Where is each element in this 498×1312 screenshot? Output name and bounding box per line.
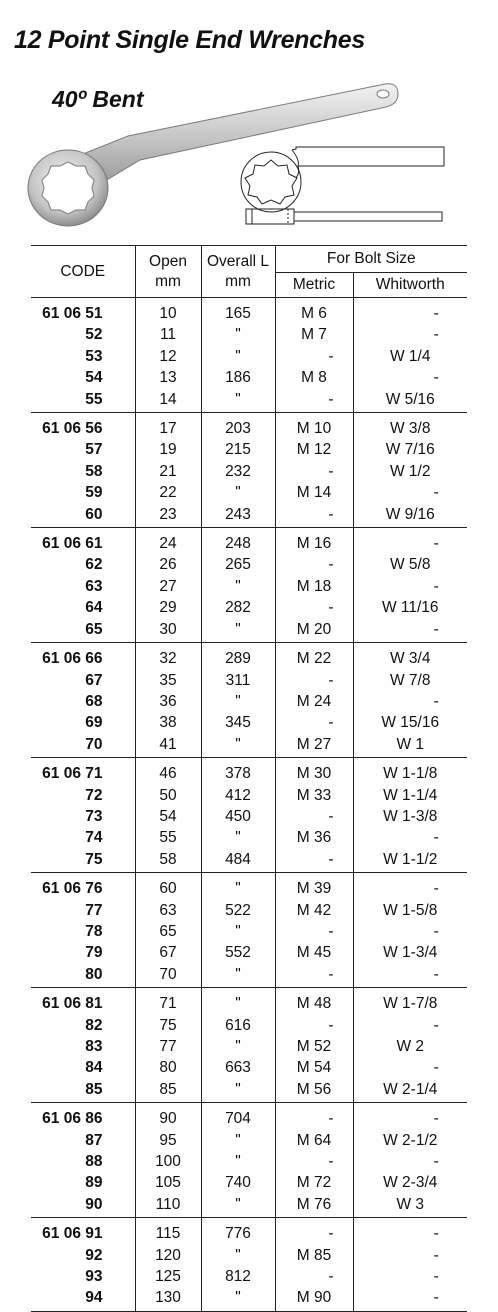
- table-row: [31, 942, 467, 963]
- open-cell: 130: [135, 1287, 201, 1311]
- table-row: [31, 988, 467, 1015]
- whitworth-cell: W 9/16: [353, 504, 467, 528]
- table-row: [31, 504, 467, 528]
- open-cell: 41: [135, 734, 201, 758]
- header-bolt-size: For Bolt Size: [275, 246, 467, 273]
- metric-cell: M 64: [275, 1130, 353, 1151]
- table-group: [31, 1218, 467, 1312]
- table-row: [31, 439, 467, 460]
- code-cell: 67: [85, 671, 103, 689]
- table-row: [31, 367, 467, 388]
- metric-cell: M 18: [275, 576, 353, 597]
- whitworth-cell: -: [353, 691, 467, 712]
- table-row: [31, 643, 467, 670]
- metric-cell: M 7: [275, 324, 353, 345]
- open-cell: 85: [135, 1079, 201, 1103]
- metric-cell: M 36: [275, 827, 353, 848]
- table-row: [31, 1245, 467, 1266]
- metric-cell: M 52: [275, 1036, 353, 1057]
- overall-cell: 165: [201, 298, 275, 325]
- metric-cell: -: [275, 389, 353, 413]
- overall-cell: 704: [201, 1103, 275, 1130]
- whitworth-cell: W 1-7/8: [353, 988, 467, 1015]
- overall-cell: ": [201, 873, 275, 900]
- open-cell: 11: [135, 324, 201, 345]
- code-cell: 84: [85, 1059, 103, 1077]
- metric-cell: M 42: [275, 900, 353, 921]
- table-row: [31, 964, 467, 988]
- code-cell: 61 06 76: [42, 880, 103, 898]
- whitworth-cell: -: [353, 1266, 467, 1287]
- overall-cell: 311: [201, 670, 275, 691]
- table-row: [31, 734, 467, 758]
- table-row: [31, 758, 467, 785]
- whitworth-cell: W 1-3/4: [353, 942, 467, 963]
- overall-cell: ": [201, 619, 275, 643]
- whitworth-cell: -: [353, 1287, 467, 1311]
- whitworth-cell: -: [353, 1218, 467, 1245]
- overall-cell: ": [201, 964, 275, 988]
- metric-cell: M 10: [275, 413, 353, 440]
- code-cell: 93: [85, 1268, 103, 1286]
- code-cell: 61 06 51: [42, 305, 103, 322]
- header-metric: Metric: [275, 273, 353, 298]
- metric-cell: M 45: [275, 942, 353, 963]
- whitworth-cell: W 7/16: [353, 439, 467, 460]
- metric-cell: M 27: [275, 734, 353, 758]
- wrench-drawing-top: [241, 147, 444, 212]
- table-row: [31, 1130, 467, 1151]
- overall-cell: 203: [201, 413, 275, 440]
- metric-cell: -: [275, 670, 353, 691]
- whitworth-cell: W 11/16: [353, 597, 467, 618]
- open-cell: 29: [135, 597, 201, 618]
- code-cell: 62: [85, 556, 103, 574]
- code-cell: 63: [85, 577, 103, 595]
- whitworth-cell: W 3/8: [353, 413, 467, 440]
- overall-cell: 345: [201, 712, 275, 733]
- overall-cell: ": [201, 576, 275, 597]
- open-cell: 70: [135, 964, 201, 988]
- table-row: [31, 1015, 467, 1036]
- code-cell: 92: [85, 1246, 103, 1264]
- metric-cell: M 8: [275, 367, 353, 388]
- page-subtitle: 40º Bent: [52, 86, 144, 112]
- table-group: [31, 643, 467, 758]
- open-cell: 19: [135, 439, 201, 460]
- whitworth-cell: -: [353, 1103, 467, 1130]
- code-cell: 89: [85, 1174, 103, 1192]
- open-cell: 10: [135, 298, 201, 325]
- table-group: [31, 528, 467, 643]
- whitworth-cell: -: [353, 873, 467, 900]
- table-row: [31, 1103, 467, 1130]
- metric-cell: M 22: [275, 643, 353, 670]
- open-cell: 100: [135, 1151, 201, 1172]
- overall-cell: ": [201, 1194, 275, 1218]
- table-row: [31, 873, 467, 900]
- table-row: [31, 900, 467, 921]
- open-cell: 105: [135, 1172, 201, 1193]
- open-cell: 26: [135, 554, 201, 575]
- code-cell: 78: [85, 922, 103, 940]
- open-cell: 120: [135, 1245, 201, 1266]
- overall-cell: 289: [201, 643, 275, 670]
- open-cell: 24: [135, 528, 201, 555]
- open-cell: 36: [135, 691, 201, 712]
- open-cell: 14: [135, 389, 201, 413]
- overall-cell: ": [201, 482, 275, 503]
- open-cell: 54: [135, 806, 201, 827]
- whitworth-cell: W 5/8: [353, 554, 467, 575]
- overall-cell: ": [201, 1151, 275, 1172]
- whitworth-cell: -: [353, 619, 467, 643]
- code-cell: 85: [85, 1080, 103, 1098]
- table-row: [31, 1057, 467, 1078]
- whitworth-cell: W 3: [353, 1194, 467, 1218]
- table-row: [31, 691, 467, 712]
- table-row: [31, 324, 467, 345]
- metric-cell: M 20: [275, 619, 353, 643]
- open-cell: 65: [135, 921, 201, 942]
- code-cell: 79: [85, 944, 103, 962]
- metric-cell: -: [275, 554, 353, 575]
- open-cell: 77: [135, 1036, 201, 1057]
- metric-cell: -: [275, 597, 353, 618]
- code-cell: 74: [85, 829, 103, 847]
- whitworth-cell: -: [353, 827, 467, 848]
- code-cell: 82: [85, 1016, 103, 1034]
- whitworth-cell: -: [353, 921, 467, 942]
- open-cell: 32: [135, 643, 201, 670]
- metric-cell: -: [275, 921, 353, 942]
- whitworth-cell: -: [353, 1015, 467, 1036]
- code-cell: 57: [85, 441, 103, 459]
- table-row: [31, 785, 467, 806]
- whitworth-cell: -: [353, 1245, 467, 1266]
- table-row: [31, 1079, 467, 1103]
- table-row: [31, 389, 467, 413]
- table-row: [31, 619, 467, 643]
- whitworth-cell: -: [353, 576, 467, 597]
- whitworth-cell: W 2: [353, 1036, 467, 1057]
- open-cell: 21: [135, 461, 201, 482]
- code-cell: 94: [85, 1289, 103, 1307]
- table-row: [31, 346, 467, 367]
- whitworth-cell: -: [353, 324, 467, 345]
- code-cell: 61 06 91: [42, 1225, 103, 1243]
- overall-cell: ": [201, 921, 275, 942]
- page-title: 12 Point Single End Wrenches: [14, 26, 365, 54]
- open-cell: 50: [135, 785, 201, 806]
- code-cell: 83: [85, 1038, 103, 1055]
- overall-cell: 232: [201, 461, 275, 482]
- overall-cell: 450: [201, 806, 275, 827]
- metric-cell: M 54: [275, 1057, 353, 1078]
- open-cell: 110: [135, 1194, 201, 1218]
- metric-cell: -: [275, 504, 353, 528]
- header-whitworth: Whitworth: [353, 273, 467, 298]
- overall-cell: ": [201, 1079, 275, 1103]
- table-row: [31, 1172, 467, 1193]
- metric-cell: M 39: [275, 873, 353, 900]
- whitworth-cell: -: [353, 298, 467, 325]
- code-cell: 88: [85, 1153, 103, 1171]
- metric-cell: M 33: [275, 785, 353, 806]
- open-cell: 95: [135, 1130, 201, 1151]
- overall-cell: 265: [201, 554, 275, 575]
- code-cell: 60: [85, 505, 103, 523]
- table-row: [31, 712, 467, 733]
- table-group: [31, 413, 467, 528]
- table-row: [31, 576, 467, 597]
- code-cell: 58: [85, 462, 103, 480]
- overall-cell: 186: [201, 367, 275, 388]
- whitworth-cell: -: [353, 367, 467, 388]
- metric-cell: -: [275, 346, 353, 367]
- overall-cell: 776: [201, 1218, 275, 1245]
- code-cell: 87: [85, 1131, 103, 1149]
- open-cell: 13: [135, 367, 201, 388]
- whitworth-cell: -: [353, 482, 467, 503]
- metric-cell: -: [275, 1103, 353, 1130]
- open-cell: 125: [135, 1266, 201, 1287]
- table-row: [31, 1151, 467, 1172]
- metric-cell: M 24: [275, 691, 353, 712]
- table-group: [31, 298, 467, 413]
- whitworth-cell: W 3/4: [353, 643, 467, 670]
- overall-cell: 522: [201, 900, 275, 921]
- overall-cell: 740: [201, 1172, 275, 1193]
- table-row: [31, 1194, 467, 1218]
- overall-cell: 812: [201, 1266, 275, 1287]
- table-row: [31, 528, 467, 555]
- overall-cell: 215: [201, 439, 275, 460]
- overall-cell: ": [201, 324, 275, 345]
- whitworth-cell: W 1-3/8: [353, 806, 467, 827]
- open-cell: 63: [135, 900, 201, 921]
- overall-cell: 248: [201, 528, 275, 555]
- metric-cell: -: [275, 1151, 353, 1172]
- open-cell: 12: [135, 346, 201, 367]
- code-cell: 55: [85, 390, 103, 408]
- table-row: [31, 482, 467, 503]
- overall-cell: ": [201, 827, 275, 848]
- header-overall: Overall L mm: [201, 246, 275, 298]
- table-row: [31, 806, 467, 827]
- open-cell: 60: [135, 873, 201, 900]
- table-row: [31, 413, 467, 440]
- code-cell: 61 06 86: [42, 1110, 103, 1128]
- metric-cell: -: [275, 461, 353, 482]
- metric-cell: -: [275, 1015, 353, 1036]
- table-row: [31, 298, 467, 325]
- whitworth-cell: W 1/4: [353, 346, 467, 367]
- code-cell: 68: [85, 692, 103, 710]
- overall-cell: 552: [201, 942, 275, 963]
- overall-cell: 412: [201, 785, 275, 806]
- code-cell: 80: [85, 965, 103, 983]
- code-cell: 90: [85, 1195, 103, 1213]
- overall-cell: ": [201, 988, 275, 1015]
- open-cell: 90: [135, 1103, 201, 1130]
- table-group: [31, 988, 467, 1103]
- table-group: [31, 758, 467, 873]
- code-cell: 69: [85, 714, 103, 732]
- table-row: [31, 921, 467, 942]
- table-row: [31, 461, 467, 482]
- open-cell: 17: [135, 413, 201, 440]
- metric-cell: M 12: [275, 439, 353, 460]
- metric-cell: M 48: [275, 988, 353, 1015]
- code-cell: 70: [85, 735, 103, 753]
- open-cell: 67: [135, 942, 201, 963]
- metric-cell: M 72: [275, 1172, 353, 1193]
- overall-cell: 616: [201, 1015, 275, 1036]
- overall-cell: ": [201, 734, 275, 758]
- overall-cell: 243: [201, 504, 275, 528]
- metric-cell: -: [275, 964, 353, 988]
- header-open: Open mm: [135, 246, 201, 298]
- open-cell: 30: [135, 619, 201, 643]
- table-row: [31, 827, 467, 848]
- table-row: [31, 597, 467, 618]
- code-cell: 53: [85, 347, 103, 365]
- table-group: [31, 1103, 467, 1218]
- code-cell: 61 06 71: [42, 765, 103, 783]
- table-row: [31, 1036, 467, 1057]
- open-cell: 38: [135, 712, 201, 733]
- whitworth-cell: W 1-5/8: [353, 900, 467, 921]
- overall-cell: ": [201, 1245, 275, 1266]
- whitworth-cell: W 2-1/4: [353, 1079, 467, 1103]
- overall-cell: 484: [201, 849, 275, 873]
- whitworth-cell: W 1: [353, 734, 467, 758]
- code-cell: 54: [85, 369, 103, 387]
- table-row: [31, 849, 467, 873]
- table-row: [31, 1266, 467, 1287]
- code-cell: 61 06 66: [42, 650, 103, 668]
- code-cell: 75: [85, 850, 103, 868]
- whitworth-cell: -: [353, 1057, 467, 1078]
- open-cell: 71: [135, 988, 201, 1015]
- code-cell: 61 06 81: [42, 995, 103, 1013]
- code-cell: 64: [85, 599, 103, 617]
- metric-cell: -: [275, 1218, 353, 1245]
- whitworth-cell: W 15/16: [353, 712, 467, 733]
- whitworth-cell: W 1/2: [353, 461, 467, 482]
- whitworth-cell: -: [353, 964, 467, 988]
- metric-cell: M 76: [275, 1194, 353, 1218]
- overall-cell: ": [201, 389, 275, 413]
- code-cell: 59: [85, 484, 103, 502]
- open-cell: 75: [135, 1015, 201, 1036]
- open-cell: 22: [135, 482, 201, 503]
- open-cell: 23: [135, 504, 201, 528]
- code-cell: 65: [85, 620, 103, 638]
- code-cell: 61 06 61: [42, 535, 103, 553]
- open-cell: 80: [135, 1057, 201, 1078]
- overall-cell: ": [201, 1130, 275, 1151]
- open-cell: 115: [135, 1218, 201, 1245]
- whitworth-cell: W 1-1/2: [353, 849, 467, 873]
- whitworth-cell: W 2-3/4: [353, 1172, 467, 1193]
- metric-cell: M 30: [275, 758, 353, 785]
- table-row: [31, 670, 467, 691]
- table-row: [31, 1218, 467, 1245]
- open-cell: 55: [135, 827, 201, 848]
- whitworth-cell: -: [353, 1151, 467, 1172]
- code-cell: 52: [85, 326, 103, 344]
- metric-cell: M 16: [275, 528, 353, 555]
- metric-cell: -: [275, 849, 353, 873]
- open-cell: 46: [135, 758, 201, 785]
- metric-cell: M 6: [275, 298, 353, 325]
- metric-cell: -: [275, 806, 353, 827]
- overall-cell: ": [201, 346, 275, 367]
- table-row: [31, 1287, 467, 1311]
- code-cell: 61 06 56: [42, 420, 103, 438]
- whitworth-cell: W 7/8: [353, 670, 467, 691]
- whitworth-cell: W 2-1/2: [353, 1130, 467, 1151]
- metric-cell: -: [275, 712, 353, 733]
- metric-cell: -: [275, 1266, 353, 1287]
- metric-cell: M 14: [275, 482, 353, 503]
- wrench-photo: [28, 84, 398, 226]
- open-cell: 58: [135, 849, 201, 873]
- header-code: CODE: [31, 246, 135, 298]
- metric-cell: M 85: [275, 1245, 353, 1266]
- metric-cell: M 56: [275, 1079, 353, 1103]
- overall-cell: 282: [201, 597, 275, 618]
- code-cell: 77: [85, 901, 103, 919]
- overall-cell: ": [201, 691, 275, 712]
- open-cell: 35: [135, 670, 201, 691]
- table-group: [31, 873, 467, 988]
- code-cell: 72: [85, 786, 103, 804]
- open-cell: 27: [135, 576, 201, 597]
- whitworth-cell: W 5/16: [353, 389, 467, 413]
- overall-cell: 378: [201, 758, 275, 785]
- overall-cell: 663: [201, 1057, 275, 1078]
- table-row: [31, 554, 467, 575]
- whitworth-cell: -: [353, 528, 467, 555]
- overall-cell: ": [201, 1036, 275, 1057]
- whitworth-cell: W 1-1/4: [353, 785, 467, 806]
- wrench-spec-table: [31, 245, 467, 1312]
- whitworth-cell: W 1-1/8: [353, 758, 467, 785]
- metric-cell: M 90: [275, 1287, 353, 1311]
- overall-cell: ": [201, 1287, 275, 1311]
- wrench-illustration: [0, 70, 498, 245]
- code-cell: 73: [85, 807, 103, 825]
